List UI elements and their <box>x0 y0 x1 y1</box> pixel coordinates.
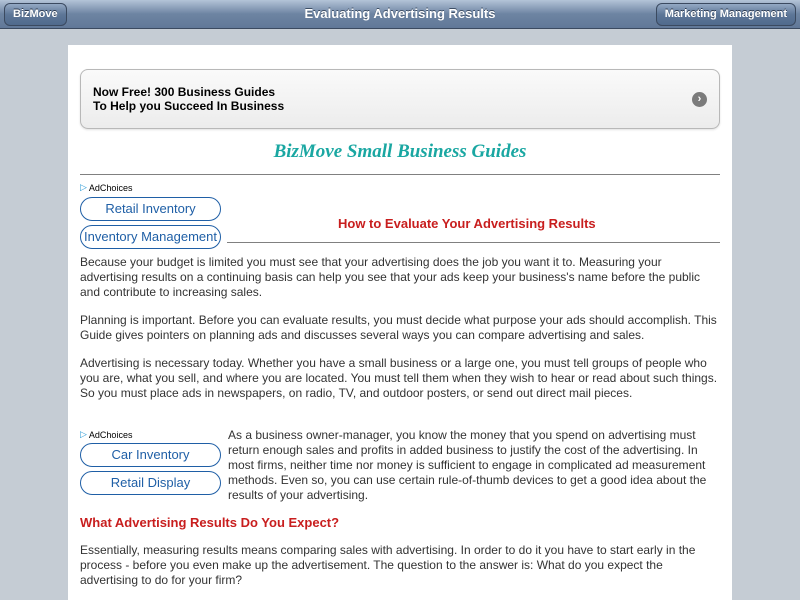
promo-line-1: Now Free! 300 Business Guides <box>93 85 276 99</box>
page-title: Evaluating Advertising Results <box>304 6 496 21</box>
ad-link-car-inventory[interactable]: Car Inventory <box>80 443 221 467</box>
back-button-bizmove[interactable]: BizMove <box>4 3 67 26</box>
article-paragraph-4: As a business owner-manager, you know the money that you spend on advertising must return enough sales and profits in added business to justify the cost of the advertising. In most firms, neither time nor money is sufficient to engage in complicated ad measurement methods. Even so, you can use certain rule-of-thumb devices to get a good idea about the results of your advertising. <box>228 428 707 502</box>
adchoices-badge-2[interactable] <box>80 429 132 440</box>
marketing-management-button[interactable]: Marketing Management <box>656 3 796 26</box>
adchoices-label: AdChoices <box>88 182 133 193</box>
article-heading: How to Evaluate Your Advertising Results <box>338 216 596 231</box>
adchoices-icon: ▷ <box>80 182 87 192</box>
divider <box>80 174 720 175</box>
article-subheading: What Advertising Results Do You Expect? <box>80 515 340 530</box>
article-paragraph-2: Planning is important. Before you can evaluate results, you must decide what purpose your ads should accomplish. This Guide gives pointers on planning ads and discusses several ways you can compare advertising and sales. <box>80 313 717 342</box>
article-paragraph-3: Advertising is necessary today. Whether you have a small business or a large one, you must tell groups of people who you are, what you sell, and where you are located. You must tell them when they wish to hear or read about such things. So you must place ads in newspapers, on radio, TV, and outdoor posters, or send out direct mail pieces. <box>80 356 718 400</box>
adchoices-icon-2: ▷ <box>80 429 87 439</box>
ad-link-retail-display[interactable]: Retail Display <box>80 471 221 495</box>
adchoices-label-2: AdChoices <box>88 429 133 440</box>
article-paragraph-1: Because your budget is limited you must see that your advertising does the job you want it to. Measuring your advertising results on a continuing basis can help you see that your ads keep your business's name before the public and contribute to increasing sales. <box>80 255 700 299</box>
ad-link-inventory-management[interactable]: Inventory Management <box>80 225 221 249</box>
main-content <box>68 45 732 600</box>
promo-line-2: To Help you Succeed In Business <box>93 99 285 113</box>
top-navigation-bar <box>0 0 800 29</box>
adchoices-badge[interactable] <box>80 182 132 193</box>
brand-title: BizMove Small Business Guides <box>273 141 527 162</box>
ad-link-retail-inventory[interactable]: Retail Inventory <box>80 197 221 221</box>
promo-banner[interactable] <box>80 69 720 129</box>
article-paragraph-5: Essentially, measuring results means comparing sales with advertising. In order to do it you have to start early in the process - before you even make up the advertisement. The question to the answer is: What do you expect the advertising to do for your firm? <box>80 543 696 587</box>
heading-divider <box>227 242 720 243</box>
chevron-right-icon[interactable]: › <box>692 92 707 107</box>
